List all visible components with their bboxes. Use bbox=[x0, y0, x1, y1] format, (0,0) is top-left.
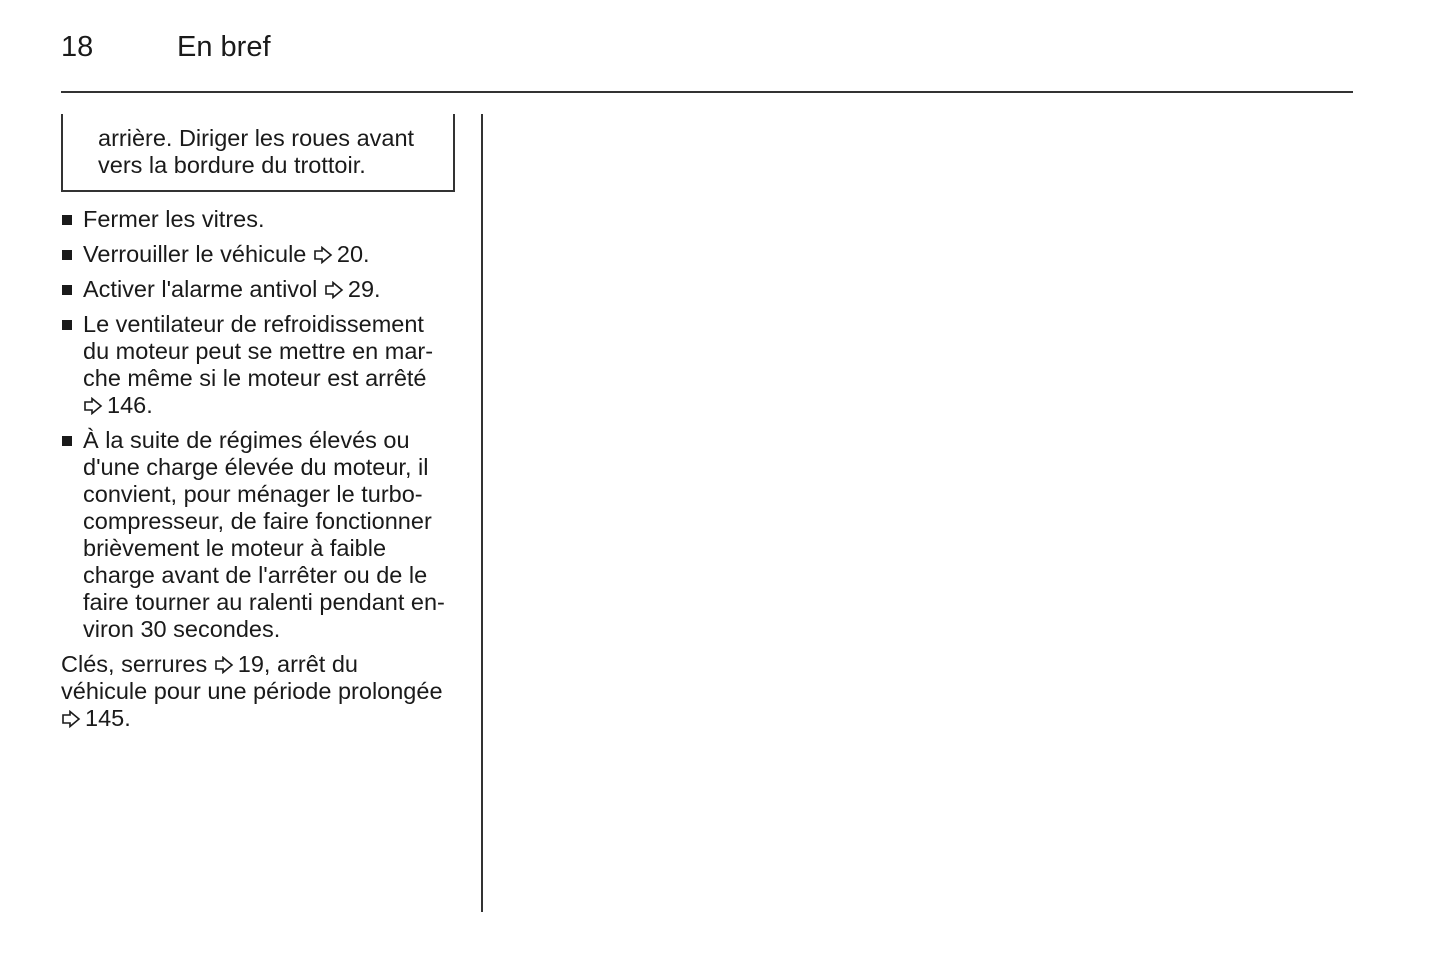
item-line: Le ventilateur de refroidissement bbox=[83, 311, 424, 337]
square-bullet-icon bbox=[62, 250, 72, 260]
square-bullet-icon bbox=[62, 436, 72, 446]
note-line: vers la bordure du trottoir. bbox=[98, 152, 366, 178]
item-text: Activer l'alarme antivol bbox=[83, 276, 318, 302]
item-line: À la suite de régimes élevés ou bbox=[83, 427, 410, 453]
item-line bbox=[83, 241, 461, 268]
paragraph-line bbox=[61, 705, 461, 732]
list-item bbox=[61, 311, 461, 419]
list-item bbox=[61, 241, 461, 268]
item-text: Verrouiller le véhicule bbox=[83, 241, 307, 267]
bullet-list bbox=[61, 206, 461, 643]
page-reference-arrow-icon bbox=[214, 656, 234, 674]
item-line: du moteur peut se mettre en mar- bbox=[83, 338, 434, 364]
item-line: charge avant de l'arrêter ou de le bbox=[83, 562, 428, 588]
page-reference-link[interactable]: 145. bbox=[85, 705, 131, 731]
paragraph-line: véhicule pour une période prolongée bbox=[61, 678, 443, 704]
item-line: faire tourner au ralenti pendant en- bbox=[83, 589, 445, 615]
page-reference-link[interactable]: 29. bbox=[347, 276, 381, 302]
item-line: viron 30 secondes. bbox=[83, 616, 281, 642]
item-line bbox=[83, 276, 461, 303]
left-column bbox=[61, 114, 461, 732]
note-box bbox=[61, 114, 455, 192]
square-bullet-icon bbox=[62, 320, 72, 330]
item-line bbox=[83, 392, 461, 419]
item-text: Fermer les vitres. bbox=[83, 206, 265, 232]
list-item bbox=[61, 206, 461, 233]
square-bullet-icon bbox=[62, 285, 72, 295]
column-divider bbox=[481, 114, 483, 912]
page-reference-arrow-icon bbox=[324, 281, 344, 299]
closing-paragraph bbox=[61, 651, 461, 732]
list-item bbox=[61, 427, 461, 643]
page-reference-link[interactable]: 19, arrêt du bbox=[237, 651, 358, 677]
item-line: compresseur, de faire fonctionner bbox=[83, 508, 432, 534]
page-number: 18 bbox=[61, 31, 94, 63]
header-rule bbox=[61, 91, 1353, 93]
item-line: che même si le moteur est arrêté bbox=[83, 365, 427, 391]
page-reference-arrow-icon bbox=[83, 397, 103, 415]
page-reference-arrow-icon bbox=[61, 710, 81, 728]
section-title: En bref bbox=[177, 31, 271, 63]
item-line: convient, pour ménager le turbo- bbox=[83, 481, 423, 507]
note-line: arrière. Diriger les roues avant bbox=[98, 125, 415, 151]
page-reference-link[interactable]: 20. bbox=[336, 241, 370, 267]
item-line: brièvement le moteur à faible bbox=[83, 535, 387, 561]
list-item bbox=[61, 276, 461, 303]
page-reference-link[interactable]: 146. bbox=[107, 392, 153, 418]
square-bullet-icon bbox=[62, 215, 72, 225]
paragraph-text: Clés, serrures bbox=[61, 651, 208, 677]
paragraph-line bbox=[61, 651, 461, 678]
page-reference-arrow-icon bbox=[313, 246, 333, 264]
item-line: d'une charge élevée du moteur, il bbox=[83, 454, 429, 480]
